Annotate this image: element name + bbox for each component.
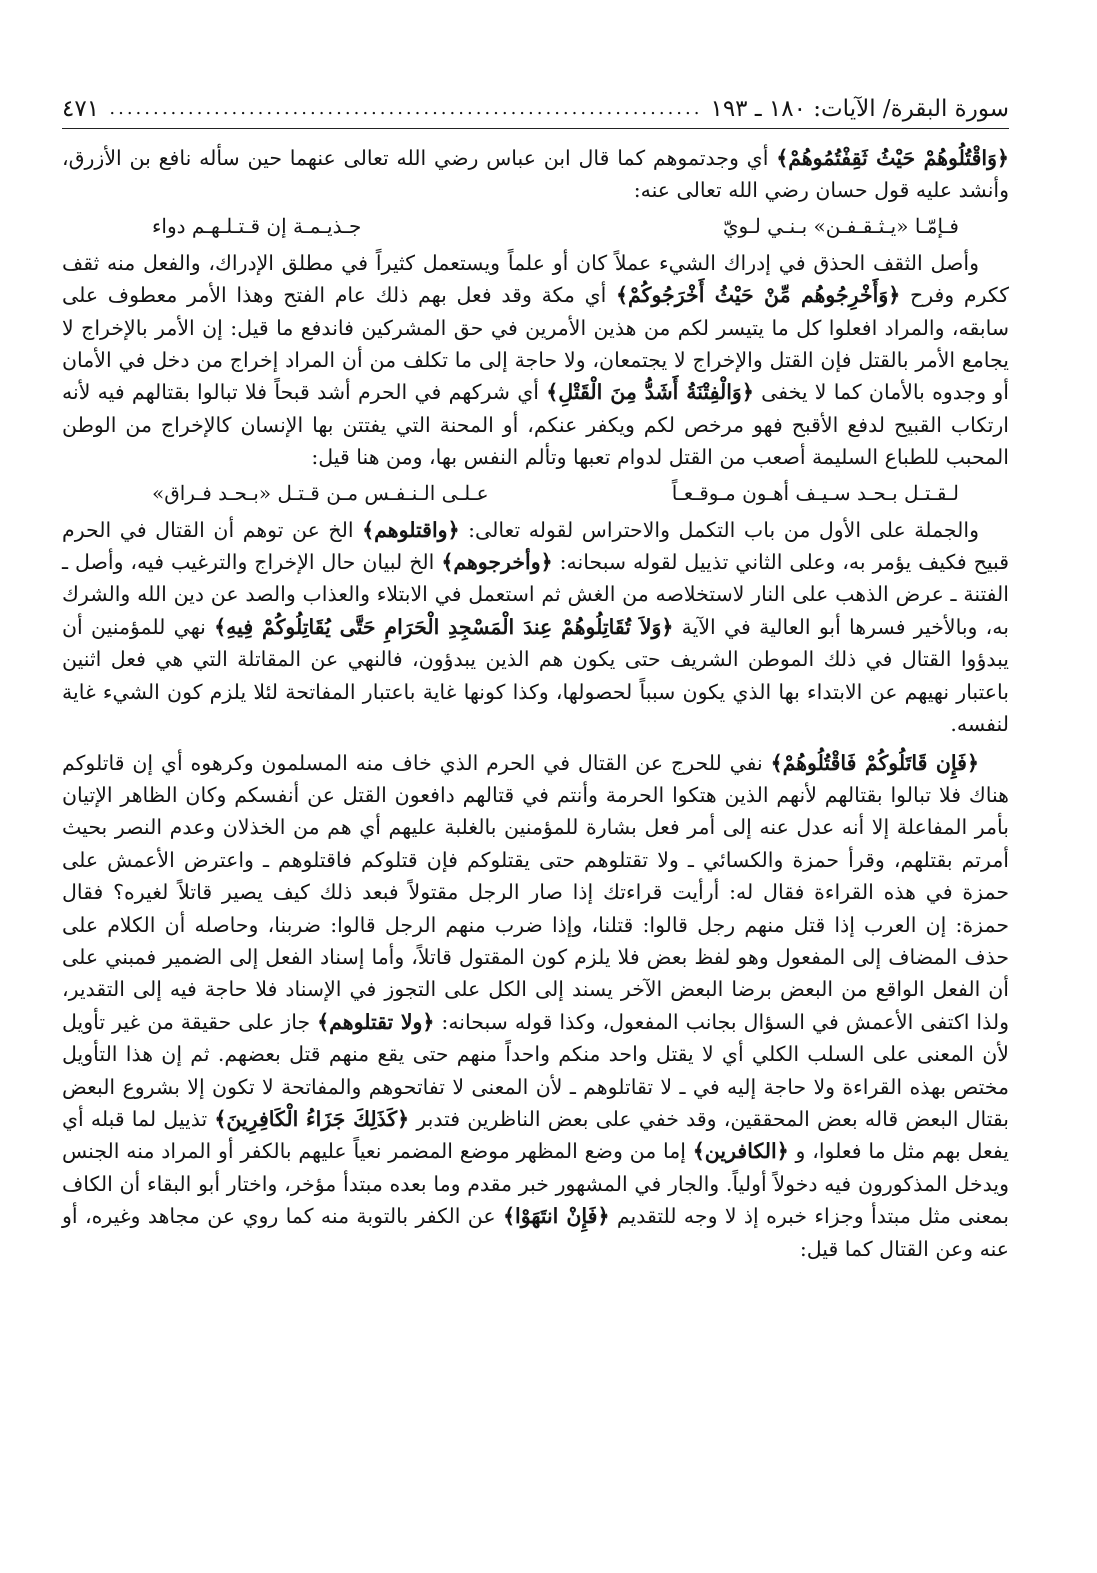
verse-second-hemistich: جـذيـمـة إن قـتـلـهـم دواء <box>152 213 362 238</box>
paragraph-text: أي شركهم في الحرم أشد قبحاً فلا تبالوا بقتالهم فيه لأنه ارتكاب القبيح لدفع الأقبح فهو مرخص لكم ويكفر عنكم، أو المحنة التي يفتتن بها الإنسان كالإخراج من الوطن المحبب للطباع السليمة أصعب من القتل لدوام تعبها وتألم النفس بها، ومن هنا قيل: <box>62 380 1009 470</box>
page-body <box>62 142 1009 1265</box>
quran-quote: ﴿الكافرين﴾ <box>692 1139 789 1164</box>
paragraph-3 <box>62 514 1009 741</box>
paragraph-text: الخ لبيان حال الإخراج والترغيب فيه، وأصل ـ الفتنة ـ عرض الذهب على النار لاستخلاصه من الغش ثم استعمل في الابتلاء والعذاب والصد عن دين الله والشرك به، وبالأخير فسرها أبو العالية في الآية <box>62 550 1009 639</box>
verse-second-hemistich: عـلـى الـنـفـس مـن قـتـل «بـحـد فـراق» <box>152 480 489 505</box>
leader-dots <box>107 94 702 124</box>
poetry-verse-2 <box>62 474 1009 514</box>
quran-quote: ﴿وَلاَ تُقَاتِلُوهُمْ عِندَ الْمَسْجِدِ الْحَرَامِ حَتَّى يُقَاتِلُوكُمْ فِيهِ﴾ <box>214 614 674 639</box>
quran-quote: ﴿وَاقْتُلُوهُمْ حَيْثُ ثَقِفْتُمُوهُمْ﴾ <box>776 146 1009 170</box>
page-number: ٤٧١ <box>62 96 100 122</box>
page-header <box>62 84 1009 129</box>
quran-quote: ﴿وَأَخْرِجُوهُم مِّنْ حَيْثُ أَخْرَجُوكُمْ﴾ <box>616 283 901 308</box>
paragraph-text: أي مكة وقد فعل بهم ذلك عام الفتح وهذا الأمر معطوف على سابقه، والمراد افعلوا كل ما يتيسر لكم من هذين الأمرين في حق المشركين فاندفع ما قيل: إن الأمر بالإخراج لا يجامع الأمر بالقتل فإن القتل والإخراج لا يجتمعان، ولا حاجة إلى ما تكلف من أن المراد إخراج من دخل في الأمان أو وجدوه بالأمان كما لا يخفى <box>62 283 1009 405</box>
paragraph-text: عن الكفر بالتوبة منه كما روي عن مجاهد وغيره، أو عنه وعن القتال كما قيل: <box>62 1204 1009 1261</box>
paragraph-text: الخ عن توهم أن القتال في الحرم قبيح فكيف يؤمر به، وعلى الثاني تذييل لقوله سبحانه: <box>62 517 1009 575</box>
paragraph-text: إما من وضع المظهر موضع المضمر نعياً عليهم بالكفر أو المراد منه الجنس ويدخل المذكورون فيه دخولاً أولياً. والجار في المشهور خبر مقدم وما بعده مبتدأ مؤخر، واختار أبو البقاء أن الكاف بمعنى مثل مبتدأ وجزاء خبره إذ لا وجه للتقديم <box>62 1139 1009 1229</box>
paragraph-2 <box>62 247 1009 474</box>
verse-first-hemistich: لـقـتـل بـحـد سـيـف أهـون مـوقـعـاً <box>671 480 959 505</box>
quran-quote: ﴿واقتلوهم﴾ <box>362 517 460 542</box>
paragraph-4 <box>62 747 1009 1266</box>
paragraph-text: والجملة على الأول من باب التكمل والاحتراس لقوله تعالى: <box>459 517 979 542</box>
paragraph-text: جاز على حقيقة من غير تأويل لأن المعنى على السلب الكلي أي لا يقتل واحد منكم واحداً منهم حتى يقع منهم قتل بعضهم. ثم إن هذا التأويل مختص بهذه القراءة ولا حاجة إليه في ـ لا تقاتلوهم ـ لأن المعنى لا تفاتحوهم والمفاتحة لا تكون إلا بشروع البعض بقتال البعض قاله بعض المحققين، وقد خفي على بعض الناظرين فتدبر <box>62 1009 1010 1131</box>
verse-first-hemistich: فـإمّـا «يـثـقـفـن» بـنـي لـويّ <box>722 213 959 238</box>
paragraph-text: أي وجدتموهم كما قال ابن عباس رضي الله تعالى عنهما حين سأله نافع بن الأزرق، وأنشد عليه قول حسان رضي الله تعالى عنه: <box>62 146 1009 203</box>
paragraph-text: تذييل لما قبله أي يفعل بهم مثل ما فعلوا، و <box>62 1106 1009 1164</box>
quran-quote: ﴿كَذَلِكَ جَزَاءُ الْكَافِرِينَ﴾ <box>214 1106 410 1131</box>
quran-quote: ﴿وأخرجوهم﴾ <box>441 550 553 575</box>
running-title: سورة البقرة/ الآيات: ١٨٠ ـ ١٩٣ <box>710 96 1009 122</box>
poetry-verse-1 <box>62 207 1009 247</box>
paragraph-text: وأصل الثقف الحذق في إدراك الشيء عملاً كان أو علماً ويستعمل كثيراً في مطلق الإدراك، والفعل منه ثقف ككرم وفرح <box>62 250 1009 308</box>
quran-quote: ﴿فَإِنْ انتَهَوْا﴾ <box>503 1204 610 1229</box>
quran-quote: ﴿وَالْفِتْنَةُ أَشَدُّ مِنَ الْقَتْلِ﴾ <box>546 380 754 405</box>
quran-quote: ﴿فَإِن قَاتَلُوكُمْ فَاقْتُلُوهُمْ﴾ <box>770 750 979 775</box>
quran-quote: ﴿ولا تقتلوهم﴾ <box>317 1009 435 1034</box>
paragraph-1 <box>62 142 1009 207</box>
paragraph-text: نفي للحرج عن القتال في الحرم الذي خاف منه المسلمون وكرهوه أي إن قاتلوكم هناك فلا تبالوا بقتالهم لأنهم الذين هتكوا الحرمة وأنتم في قتالهم دافعون القتل عن أنفسكم وكان الظاهر الإتيان بأمر المفاعلة إلا أنه عدل عنه إلى أمر فعل بشارة للمؤمنين بالغلبة عليهم أي هم من الخذلان وعدم النصر بحيث أمرتم بقتلهم، وقرأ حمزة والكسائي ـ ولا تقتلوهم حتى يقتلوكم فإن قتلوكم فاقتلوهم ـ واعترض الأعمش على حمزة في هذه القراءة فقال له: أرأيت قراءتك إذا صار الرجل مقتولاً فبعد ذلك كيف يصير قاتلاً لغيره؟ فقال حمزة: إن العرب إذا قتل منهم رجل قالوا: قتلنا، وإذا ضرب منهم الرجل قالوا: ضربنا، وحاصله أن الكلام على حذف المضاف إلى المفعول وهو لفظ بعض فلا يلزم كون المقتول قاتلاً، وأما إسناد الفعل إلى الضمير فمبني على أن الفعل الواقع من البعض برضا البعض الآخر يسند إلى الكل على التجوز في الإسناد فلا حاجة فيه إلى التقدير، ولذا اكتفى الأعمش في السؤال بجانب المفعول، وكذا قوله سبحانه: <box>62 750 1009 1034</box>
paragraph-text: نهي للمؤمنين أن يبدؤوا القتال في ذلك الموطن الشريف حتى يكون هم الذين يبدؤون، فالنهي عن المقاتلة التي هي فعل اثنين باعتبار نهيهم عن الابتداء بها الذي يكون سبباً لحصولها، وكذا كونها غاية باعتبار المفاتحة لئلا يلزم كون الشيء غاية لنفسه. <box>62 614 1009 737</box>
